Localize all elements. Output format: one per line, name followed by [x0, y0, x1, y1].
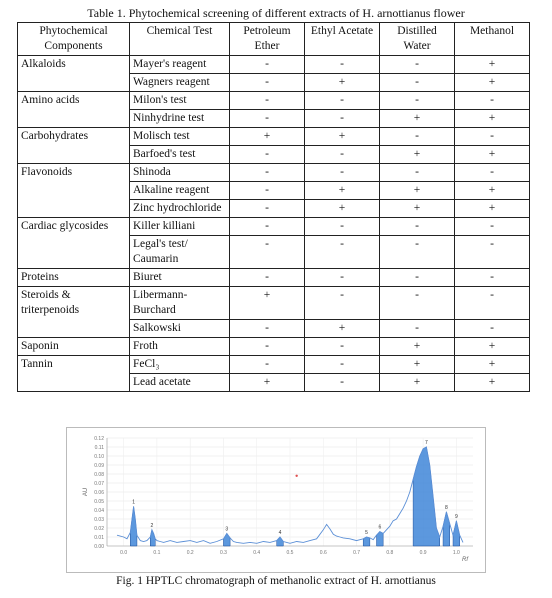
result-cell: -	[305, 164, 380, 182]
test-cell: FeCl₃	[130, 356, 230, 374]
result-cell: +	[305, 182, 380, 200]
component-cell: Cardiac glycosides	[18, 218, 130, 269]
result-cell: -	[380, 74, 455, 92]
header-methanol: Methanol	[455, 23, 530, 56]
table-row	[18, 56, 530, 74]
x-tick-label: 0.0	[120, 550, 128, 556]
y-tick-label: 0.04	[94, 508, 104, 514]
peak-label: 5	[365, 530, 368, 536]
x-tick-label: 0.8	[386, 550, 394, 556]
x-tick-label: 0.9	[419, 550, 427, 556]
figure-caption: Fig. 1 HPTLC chromatograph of methanolic extract of H. arnottianus	[116, 575, 436, 587]
result-cell: -	[305, 236, 380, 269]
peak-label: 3	[225, 526, 229, 533]
result-cell: -	[230, 320, 305, 338]
result-cell: +	[380, 182, 455, 200]
result-cell: -	[380, 128, 455, 146]
result-cell: -	[380, 320, 455, 338]
peak-area	[413, 447, 440, 546]
result-cell: -	[230, 182, 305, 200]
component-cell: Alkaloids	[18, 56, 130, 92]
test-cell: Legal's test/ Caumarin	[130, 236, 230, 269]
test-cell: Ninhydrine test	[130, 110, 230, 128]
result-cell: -	[455, 128, 530, 146]
test-cell: Alkaline reagent	[130, 182, 230, 200]
result-cell: +	[305, 200, 380, 218]
y-tick-label: 0.02	[94, 526, 104, 532]
test-cell: Molisch test	[130, 128, 230, 146]
header-petroleum-ether: Petroleum Ether	[230, 23, 305, 56]
result-cell: -	[230, 74, 305, 92]
test-cell: Salkowski	[130, 320, 230, 338]
phytochemical-table	[17, 22, 530, 392]
y-tick-label: 0.01	[94, 535, 104, 541]
y-tick-label: 0.06	[94, 490, 104, 496]
result-cell: +	[455, 374, 530, 392]
y-tick-label: 0.09	[94, 463, 104, 469]
result-cell: +	[305, 128, 380, 146]
result-cell: -	[230, 218, 305, 236]
result-cell: +	[455, 356, 530, 374]
y-axis-label: AU	[83, 487, 89, 497]
x-tick-label: 0.3	[219, 550, 227, 556]
result-cell: -	[230, 236, 305, 269]
table-row	[18, 164, 530, 182]
test-cell: Mayer's reagent	[130, 56, 230, 74]
test-cell: Killer killiani	[130, 218, 230, 236]
y-tick-label: 0.07	[94, 481, 104, 487]
peak-label: 1	[132, 499, 136, 506]
table-row	[18, 218, 530, 236]
table-row	[18, 92, 530, 110]
result-cell: -	[305, 92, 380, 110]
test-cell: Libermann-Burchard	[130, 287, 230, 320]
result-cell: +	[455, 146, 530, 164]
result-cell: -	[305, 56, 380, 74]
peak-area	[223, 533, 230, 546]
result-cell: +	[455, 182, 530, 200]
table-body	[18, 56, 530, 392]
y-tick-label: 0.05	[94, 499, 104, 505]
result-cell: -	[305, 287, 380, 320]
result-cell: -	[305, 218, 380, 236]
result-cell: +	[455, 74, 530, 92]
test-cell: Biuret	[130, 269, 230, 287]
component-cell: Saponin	[18, 338, 130, 356]
result-cell: -	[230, 110, 305, 128]
result-cell: +	[380, 338, 455, 356]
result-cell: +	[380, 374, 455, 392]
hptlc-chart	[67, 428, 485, 572]
result-cell: -	[230, 56, 305, 74]
marker-dot	[295, 475, 297, 477]
table-header-row	[18, 23, 530, 56]
result-cell: +	[455, 110, 530, 128]
peak-label: 8	[444, 504, 448, 511]
peak-area	[443, 512, 450, 546]
result-cell: -	[455, 218, 530, 236]
result-cell: -	[230, 146, 305, 164]
result-cell: +	[380, 356, 455, 374]
x-tick-label: 0.6	[319, 550, 327, 556]
test-cell: Wagners reagent	[130, 74, 230, 92]
x-tick-label: 0.2	[186, 550, 194, 556]
result-cell: -	[380, 92, 455, 110]
header-distilled-water: Distilled Water	[380, 23, 455, 56]
result-cell: +	[230, 287, 305, 320]
x-tick-label: 0.1	[153, 550, 161, 556]
component-cell: Tannin	[18, 356, 130, 392]
result-cell: -	[305, 338, 380, 356]
test-cell: Milon's test	[130, 92, 230, 110]
x-tick-label: 0.4	[253, 550, 261, 556]
result-cell: -	[230, 338, 305, 356]
test-cell: Shinoda	[130, 164, 230, 182]
test-cell: Froth	[130, 338, 230, 356]
result-cell: -	[305, 269, 380, 287]
result-cell: -	[230, 269, 305, 287]
table-row	[18, 356, 530, 374]
result-cell: +	[230, 128, 305, 146]
header-components: Phytochemical Components	[18, 23, 130, 56]
table-row	[18, 287, 530, 320]
result-cell: +	[380, 146, 455, 164]
result-cell: -	[230, 356, 305, 374]
y-tick-label: 0.08	[94, 472, 104, 478]
result-cell: +	[380, 110, 455, 128]
result-cell: -	[305, 146, 380, 164]
result-cell: -	[455, 287, 530, 320]
result-cell: -	[230, 200, 305, 218]
result-cell: -	[380, 236, 455, 269]
peak-label: 9	[454, 513, 458, 520]
result-cell: -	[380, 269, 455, 287]
peak-area	[277, 537, 284, 546]
component-cell: Steroids & triterpenoids	[18, 287, 130, 338]
x-tick-label: 1.0	[452, 550, 460, 556]
result-cell: -	[305, 374, 380, 392]
component-cell: Proteins	[18, 269, 130, 287]
x-axis-label: Rf	[462, 557, 468, 563]
result-cell: +	[305, 320, 380, 338]
result-cell: -	[455, 164, 530, 182]
result-cell: +	[380, 200, 455, 218]
table-caption: Table 1. Phytochemical screening of different extracts of H. arnottianus flower	[87, 6, 465, 20]
component-cell: Amino acids	[18, 92, 130, 128]
result-cell: -	[305, 110, 380, 128]
result-cell: -	[455, 92, 530, 110]
header-ethyl-acetate: Ethyl Acetate	[305, 23, 380, 56]
result-cell: +	[230, 374, 305, 392]
peak-label: 7	[425, 440, 428, 446]
table-row	[18, 338, 530, 356]
peak-label: 2	[150, 522, 154, 529]
y-tick-label: 0.00	[94, 544, 104, 550]
test-cell: Zinc hydrochloride	[130, 200, 230, 218]
peak-label: 4	[278, 530, 282, 536]
result-cell: -	[455, 320, 530, 338]
component-cell: Carbohydrates	[18, 128, 130, 164]
result-cell: +	[305, 74, 380, 92]
test-cell: Lead acetate	[130, 374, 230, 392]
result-cell: -	[380, 164, 455, 182]
table-row	[18, 269, 530, 287]
result-cell: -	[380, 218, 455, 236]
result-cell: -	[380, 56, 455, 74]
hptlc-figure	[66, 427, 486, 573]
result-cell: +	[455, 56, 530, 74]
test-cell: Barfoed's test	[130, 146, 230, 164]
y-tick-label: 0.11	[94, 445, 104, 451]
y-tick-label: 0.03	[94, 517, 104, 523]
x-tick-label: 0.5	[286, 550, 294, 556]
result-cell: +	[455, 338, 530, 356]
result-cell: -	[455, 236, 530, 269]
result-cell: -	[305, 356, 380, 374]
x-tick-label: 0.7	[353, 550, 361, 556]
y-tick-label: 0.10	[94, 454, 104, 460]
result-cell: -	[380, 287, 455, 320]
header-test: Chemical Test	[130, 23, 230, 56]
y-tick-label: 0.12	[94, 436, 104, 442]
peak-label: 6	[378, 524, 382, 531]
result-cell: -	[230, 92, 305, 110]
table-row	[18, 128, 530, 146]
peak-area	[453, 521, 460, 546]
component-cell: Flavonoids	[18, 164, 130, 218]
result-cell: -	[230, 164, 305, 182]
result-cell: +	[455, 200, 530, 218]
result-cell: -	[455, 269, 530, 287]
